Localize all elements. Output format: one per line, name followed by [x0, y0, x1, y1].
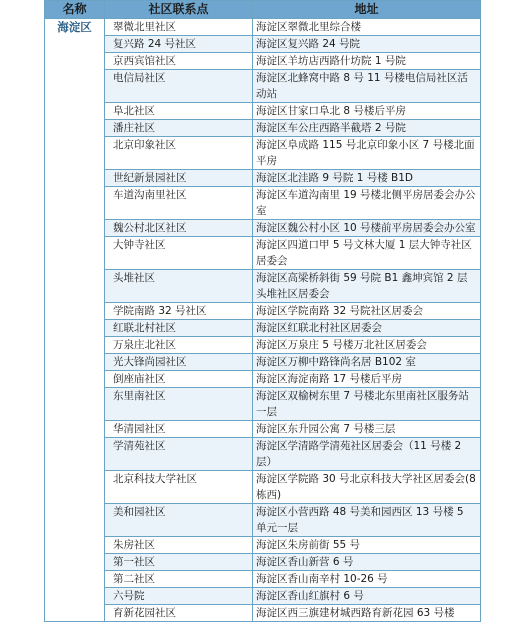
address-cell: 海淀区万柳中路锋尚名居 B102 室 — [253, 354, 481, 371]
community-name-cell: 第一社区 — [105, 554, 253, 571]
community-name-cell: 北京印象社区 — [105, 137, 253, 170]
address-cell: 海淀区羊坊店西路什坊院 1 号院 — [253, 53, 481, 70]
address-cell: 海淀区东升园公寓 7 号楼三层 — [253, 421, 481, 438]
table-row — [45, 270, 481, 303]
community-name-cell: 潘庄社区 — [105, 120, 253, 137]
community-table-wrapper — [44, 0, 480, 622]
header-address: 地址 — [253, 1, 481, 19]
address-cell: 海淀区复兴路 24 号院 — [253, 36, 481, 53]
community-name-cell: 红联北村社区 — [105, 320, 253, 337]
address-cell: 海淀区高梁桥斜街 59 号院 B1 鑫坤宾馆 2 层头堆社区居委会 — [253, 270, 481, 303]
community-name-cell: 京西宾馆社区 — [105, 53, 253, 70]
table-row — [45, 605, 481, 622]
table-row — [45, 438, 481, 471]
table-row — [45, 337, 481, 354]
table-row — [45, 70, 481, 103]
community-name-cell: 头堆社区 — [105, 270, 253, 303]
community-name-cell: 复兴路 24 号社区 — [105, 36, 253, 53]
address-cell: 海淀区学清路学清苑社区居委会（11 号楼 2 层） — [253, 438, 481, 471]
address-cell: 海淀区翠微北里综合楼 — [253, 19, 481, 36]
community-name-cell: 车道沟南里社区 — [105, 187, 253, 220]
community-name-cell: 光大锋尚园社区 — [105, 354, 253, 371]
community-name-cell: 北京科技大学社区 — [105, 471, 253, 504]
table-row — [45, 554, 481, 571]
address-cell: 海淀区万泉庄 5 号楼万北社区居委会 — [253, 337, 481, 354]
table-row — [45, 36, 481, 53]
table-row — [45, 588, 481, 605]
community-name-cell: 学院南路 32 号社区 — [105, 303, 253, 320]
community-name-cell: 东里南社区 — [105, 388, 253, 421]
table-row — [45, 237, 481, 270]
community-name-cell: 世纪新景园社区 — [105, 170, 253, 187]
table-row — [45, 354, 481, 371]
address-cell: 海淀区红联北村社区居委会 — [253, 320, 481, 337]
table-row — [45, 170, 481, 187]
community-name-cell: 电信局社区 — [105, 70, 253, 103]
table-row — [45, 137, 481, 170]
table-row — [45, 471, 481, 504]
address-cell: 海淀区香山南辛村 10-26 号 — [253, 571, 481, 588]
address-cell: 海淀区香山新营 6 号 — [253, 554, 481, 571]
table-row — [45, 103, 481, 120]
community-name-cell: 六号院 — [105, 588, 253, 605]
community-name-cell: 华清园社区 — [105, 421, 253, 438]
table-row — [45, 421, 481, 438]
address-cell: 海淀区甘家口阜北 8 号楼后平房 — [253, 103, 481, 120]
address-cell: 海淀区北洼路 9 号院 1 号楼 B1D — [253, 170, 481, 187]
community-name-cell: 学清苑社区 — [105, 438, 253, 471]
table-header-row — [45, 1, 481, 19]
community-name-cell: 朱房社区 — [105, 537, 253, 554]
table-body — [45, 19, 481, 622]
table-row — [45, 120, 481, 137]
community-name-cell: 阜北社区 — [105, 103, 253, 120]
header-contact-point: 社区联系点 — [105, 1, 253, 19]
table-row — [45, 537, 481, 554]
table-row — [45, 53, 481, 70]
address-cell: 海淀区北蜂窝中路 8 号 11 号楼电信局社区活动站 — [253, 70, 481, 103]
address-cell: 海淀区四道口甲 5 号文林大厦 1 层大钟寺社区居委会 — [253, 237, 481, 270]
community-name-cell: 第二社区 — [105, 571, 253, 588]
table-row — [45, 303, 481, 320]
table-row — [45, 388, 481, 421]
table-row — [45, 220, 481, 237]
address-cell: 海淀区车道沟南里 19 号楼北侧平房居委会办公室 — [253, 187, 481, 220]
table-row — [45, 504, 481, 537]
community-name-cell: 万泉庄北社区 — [105, 337, 253, 354]
header-name: 名称 — [45, 1, 105, 19]
community-name-cell: 魏公村北区社区 — [105, 220, 253, 237]
table-row — [45, 371, 481, 388]
table-row — [45, 19, 481, 36]
address-cell: 海淀区学院路 30 号北京科技大学社区居委会(8 栋西) — [253, 471, 481, 504]
community-contact-table — [44, 0, 481, 622]
community-name-cell: 育新花园社区 — [105, 605, 253, 622]
table-row — [45, 320, 481, 337]
address-cell: 海淀区朱房前街 55 号 — [253, 537, 481, 554]
table-row — [45, 187, 481, 220]
community-name-cell: 美和园社区 — [105, 504, 253, 537]
community-name-cell: 大钟寺社区 — [105, 237, 253, 270]
address-cell: 海淀区车公庄西路半截塔 2 号院 — [253, 120, 481, 137]
address-cell: 海淀区西三旗建材城西路育新花园 63 号楼 — [253, 605, 481, 622]
address-cell: 海淀区魏公村小区 10 号楼前平房居委会办公室 — [253, 220, 481, 237]
district-cell: 海淀区 — [45, 19, 105, 622]
address-cell: 海淀区海淀南路 17 号楼后平房 — [253, 371, 481, 388]
table-row — [45, 571, 481, 588]
address-cell: 海淀区阜成路 115 号北京印象小区 7 号楼北面平房 — [253, 137, 481, 170]
community-name-cell: 翠微北里社区 — [105, 19, 253, 36]
community-name-cell: 倒座庙社区 — [105, 371, 253, 388]
address-cell: 海淀区学院南路 32 号院社区居委会 — [253, 303, 481, 320]
address-cell: 海淀区小营西路 48 号美和园西区 13 号楼 5 单元一层 — [253, 504, 481, 537]
address-cell: 海淀区双榆树东里 7 号楼北东里南社区服务站一层 — [253, 388, 481, 421]
address-cell: 海淀区香山红旗村 6 号 — [253, 588, 481, 605]
